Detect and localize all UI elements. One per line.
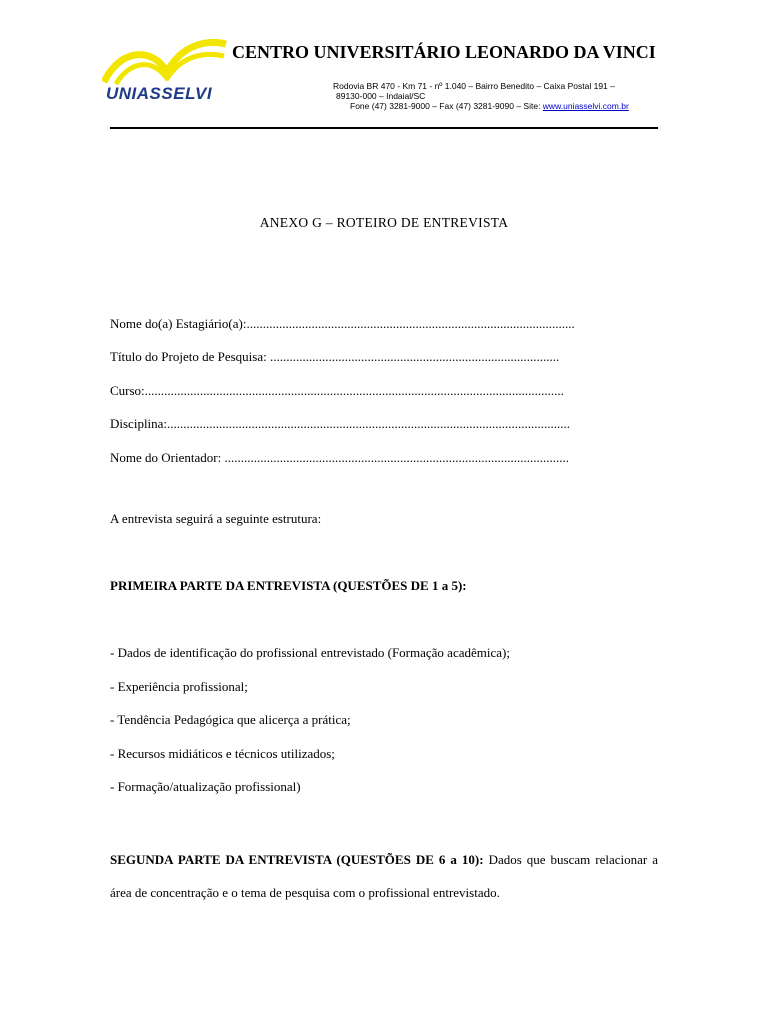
part1-item: - Tendência Pedagógica que alicerça a prática;: [110, 712, 351, 727]
part1-item: - Experiência profissional;: [110, 679, 248, 694]
address-line-3: [350, 101, 629, 111]
part2-paragraph: [110, 843, 658, 909]
part2-heading: SEGUNDA PARTE DA ENTREVISTA (QUESTÕES DE 6 a 10):: [110, 852, 484, 867]
site-link[interactable]: www.uniasselvi.com.br: [542, 101, 629, 111]
logo-arc-mid: [116, 65, 168, 84]
header-divider: [110, 127, 658, 129]
contact-phone-fax: Fone (47) 3281-9000 – Fax (47) 3281-9090 – Site:: [350, 101, 543, 111]
intro-text: A entrevista seguirá a seguinte estrutura:: [110, 511, 322, 526]
part1-item: - Recursos midiáticos e técnicos utilizados;: [110, 746, 335, 761]
field-discipline: Disciplina:............................................................................................................................: [110, 416, 571, 431]
address-line-1: Rodovia BR 470 - Km 71 - nº 1.040 – Bairro Benedito – Caixa Postal 191 –: [333, 81, 615, 91]
part1-heading: PRIMEIRA PARTE DA ENTREVISTA (QUESTÕES DE 1 a 5):: [110, 578, 467, 593]
document-title: ANEXO G – ROTEIRO DE ENTREVISTA: [259, 215, 509, 230]
part1-item: - Dados de identificação do profissional entrevistado (Formação acadêmica);: [110, 645, 510, 660]
logo-wordmark: UNIASSELVI: [106, 84, 213, 103]
part1-item: - Formação/atualização profissional): [110, 779, 301, 794]
field-advisor: Nome do Orientador: ..........................................................................................................: [110, 450, 569, 465]
part2-text: Dados que buscam relacionar a área de concentração e o tema de pesquisa com o profissional entrevistado.: [110, 852, 659, 900]
field-project-title: Título do Projeto de Pesquisa: .........................................................................................: [110, 349, 560, 364]
field-student-name: Nome do(a) Estagiário(a):.....................................................................................................: [110, 316, 575, 331]
address-line-2: 89130-000 – Indaial/SC: [336, 91, 426, 101]
institution-name: CENTRO UNIVERSITÁRIO LEONARDO DA VINCI: [232, 42, 656, 62]
field-course: Curso:.................................................................................................................................: [110, 383, 564, 398]
